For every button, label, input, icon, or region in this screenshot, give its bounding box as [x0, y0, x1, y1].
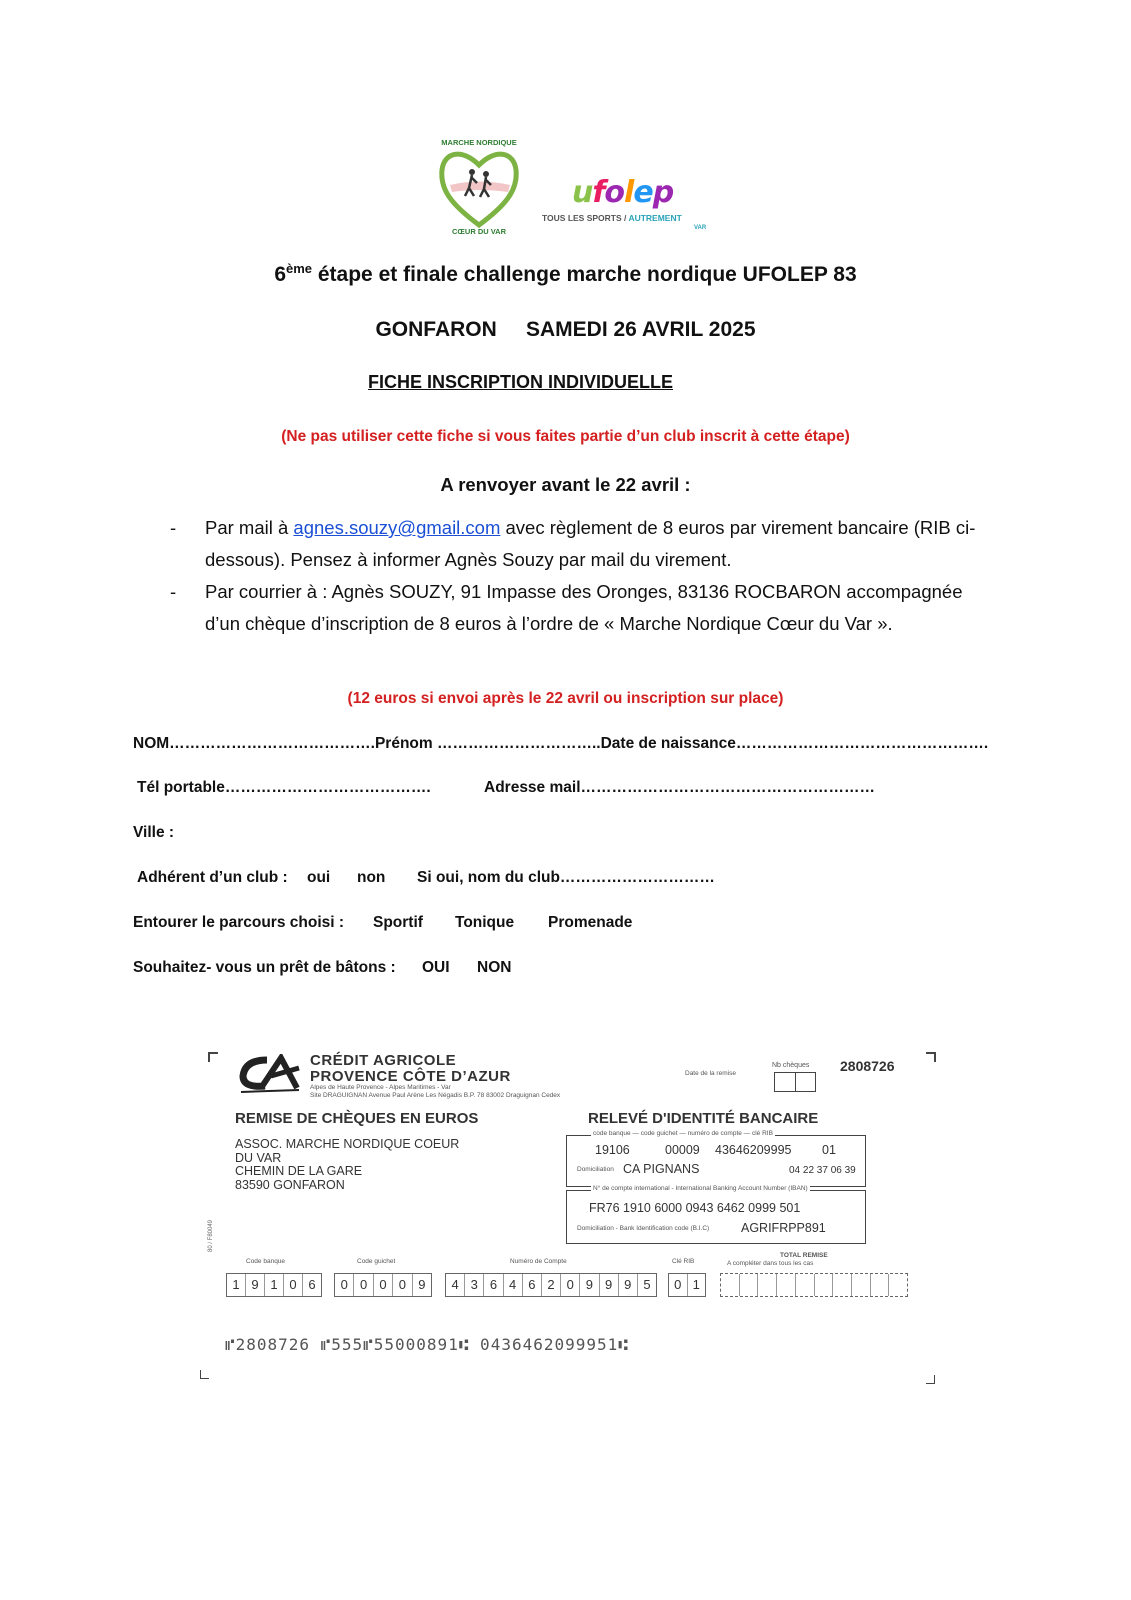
event-place-date: GONFARON SAMEDI 26 AVRIL 2025 [375, 318, 756, 341]
form-title: FICHE INSCRIPTION INDIVIDUELLE [368, 372, 674, 392]
iban: FR76 1910 6000 0943 6462 0999 501 [589, 1201, 801, 1215]
cheque-number: 2808726 [840, 1058, 895, 1074]
cells-code-banque: 1 9 1 0 6 [226, 1273, 322, 1297]
ufolep-region: VAR [694, 225, 707, 231]
cells-cle-rib: 0 1 [668, 1273, 706, 1297]
cle-rib: 01 [822, 1143, 836, 1157]
ufolep-tagline: TOUS LES SPORTS / AUTREMENT [542, 213, 682, 223]
name-fields-line[interactable]: NOM………………………………….Prénom …………………………..Date de naissance…………………………………………. [133, 735, 989, 752]
rib-box: code banque — code guichet — numéro de compte — clé RIB 19106 00009 43646209995 01 Domiciliation CA PIGNANS 04 22 37 06 39 [566, 1135, 866, 1187]
date-remise-label: Date de la remise [685, 1070, 736, 1077]
route-tonique[interactable]: Tonique [455, 914, 515, 931]
cells-code-guichet: 0 0 0 0 9 [334, 1273, 432, 1297]
nb-cheques-label: Nb chèques [772, 1062, 810, 1069]
club-yes-option[interactable]: oui [307, 869, 331, 886]
route-label: Entourer le parcours choisi : [133, 914, 345, 931]
instruction-mail: - Par mail à agnes.souzy@gmail.com avec règlement de 8 euros par virement bancaire (RIB ci-dessous). Pensez à informer Agnès Souzy par mail du virement. [170, 517, 976, 570]
side-code: 80 / F80049 [208, 1219, 214, 1252]
poles-label: Souhaitez- vous un prêt de bâtons : [133, 959, 396, 976]
credit-agricole-logo [237, 1054, 303, 1094]
city-field[interactable]: Ville : [133, 824, 175, 841]
warning-text: (Ne pas utiliser cette fiche si vous faites partie d’un club inscrit à cette étape) [281, 428, 850, 445]
remise-title: REMISE DE CHÈQUES EN EUROS [235, 1110, 479, 1127]
email-link[interactable]: agnes.souzy@gmail.com [293, 517, 501, 538]
account-number: 43646209995 [715, 1143, 792, 1157]
rib-slip: CRÉDIT AGRICOLE PROVENCE CÔTE D’AZUR Alpes de Haute Provence - Alpes Maritimes - Var Site DRAGUIGNAN Avenue Paul Arène Les Négadis B.P. 78 83002 Draguignan Cedex Date de la remise Nb chèques 2808726 REMISE DE CHÈQUES EN EUROS RELEVÉ D'IDENTITÉ BANCAIRE ASSOC. MARCHE NORDIQUE COEUR DU VAR CHEMIN DE LA GARE 83590 GONFARON code banque — code guichet — numéro de compte — clé RIB 19106 00009 43646209995 01 Domiciliation CA PIGNANS 04 22 37 06 39 N° de compte international - International Banking Account Number (IBAN) FR76 1910 6000 0943 6462 0999 501 Domiciliation - Bank Identification code (B.I.C) AGRIFRPP891 80 / F80049 Code banque Code guichet Numéro de Compte Clé RIB TOTAL REMISE A compléter dans tous les cas 1 9 1 0 6 0 0 0 0 9 4 3 6 4 6 2 0 9 9 9 5 0 1 ⑈2808726 ⑈555⑈55000891⑆ 0436462099951⑆ [200, 1040, 940, 1385]
domiciliation: CA PIGNANS [623, 1162, 700, 1176]
code-banque: 19106 [595, 1143, 630, 1157]
bic: AGRIFRPP891 [741, 1221, 826, 1235]
club-name-field[interactable]: Si oui, nom du club………………………… [417, 869, 715, 886]
email-field[interactable]: Adresse mail………………………………………………… [484, 779, 875, 796]
deadline-text: A renvoyer avant le 22 avril : [440, 474, 691, 495]
code-guichet: 00009 [665, 1143, 700, 1157]
club-logo [432, 130, 527, 238]
svg-text:CŒUR DU VAR: CŒUR DU VAR [451, 227, 507, 236]
club-no-option[interactable]: non [357, 869, 386, 886]
rib-title: RELEVÉ D'IDENTITÉ BANCAIRE [588, 1110, 819, 1127]
bank-phone: 04 22 37 06 39 [789, 1165, 856, 1176]
poles-no-option[interactable]: NON [477, 959, 512, 976]
club-member-label: Adhérent d’un club : [137, 869, 288, 886]
ufolep-wordmark: ufolep [572, 175, 674, 210]
route-sportif[interactable]: Sportif [373, 914, 423, 931]
total-remise-field[interactable] [720, 1273, 908, 1297]
cells-account-number: 4 3 6 4 6 2 0 9 9 9 5 [445, 1273, 657, 1297]
instruction-post: - Par courrier à : Agnès SOUZY, 91 Impasse des Oronges, 83136 ROCBARON accompagnée d’un chèque d’inscription de 8 euros à l’ordre de « Marche Nordique Cœur du Var ». [170, 581, 963, 634]
ufolep-logo [542, 175, 712, 235]
svg-text:MARCHE NORDIQUE: MARCHE NORDIQUE [441, 138, 517, 147]
bank-address: Alpes de Haute Provence - Alpes Maritimes - Var Site DRAGUIGNAN Avenue Paul Arène Les Négadis B.P. 78 83002 Draguignan Cedex [310, 1084, 561, 1099]
poles-yes-option[interactable]: OUI [422, 959, 450, 976]
cmc7-line: ⑈2808726 ⑈555⑈55000891⑆ 0436462099951⑆ [225, 1335, 629, 1354]
phone-field[interactable]: Tél portable…………………………………. [137, 779, 431, 796]
event-title: 6ème étape et finale challenge marche nordique UFOLEP 83 [274, 261, 857, 286]
iban-box: N° de compte international - International Banking Account Number (IBAN) FR76 1910 6000 0943 6462 0999 501 Domiciliation - Bank Identification code (B.I.C) AGRIFRPP891 [566, 1190, 866, 1244]
account-holder: ASSOC. MARCHE NORDIQUE COEUR DU VAR CHEMIN DE LA GARE 83590 GONFARON [235, 1137, 460, 1192]
route-promenade[interactable]: Promenade [548, 914, 633, 931]
nb-cheques-box[interactable] [774, 1072, 816, 1092]
bank-name: CRÉDIT AGRICOLE PROVENCE CÔTE D’AZUR [310, 1052, 511, 1085]
late-fee-text: (12 euros si envoi après le 22 avril ou inscription sur place) [347, 690, 784, 707]
instructions-list [170, 512, 990, 640]
